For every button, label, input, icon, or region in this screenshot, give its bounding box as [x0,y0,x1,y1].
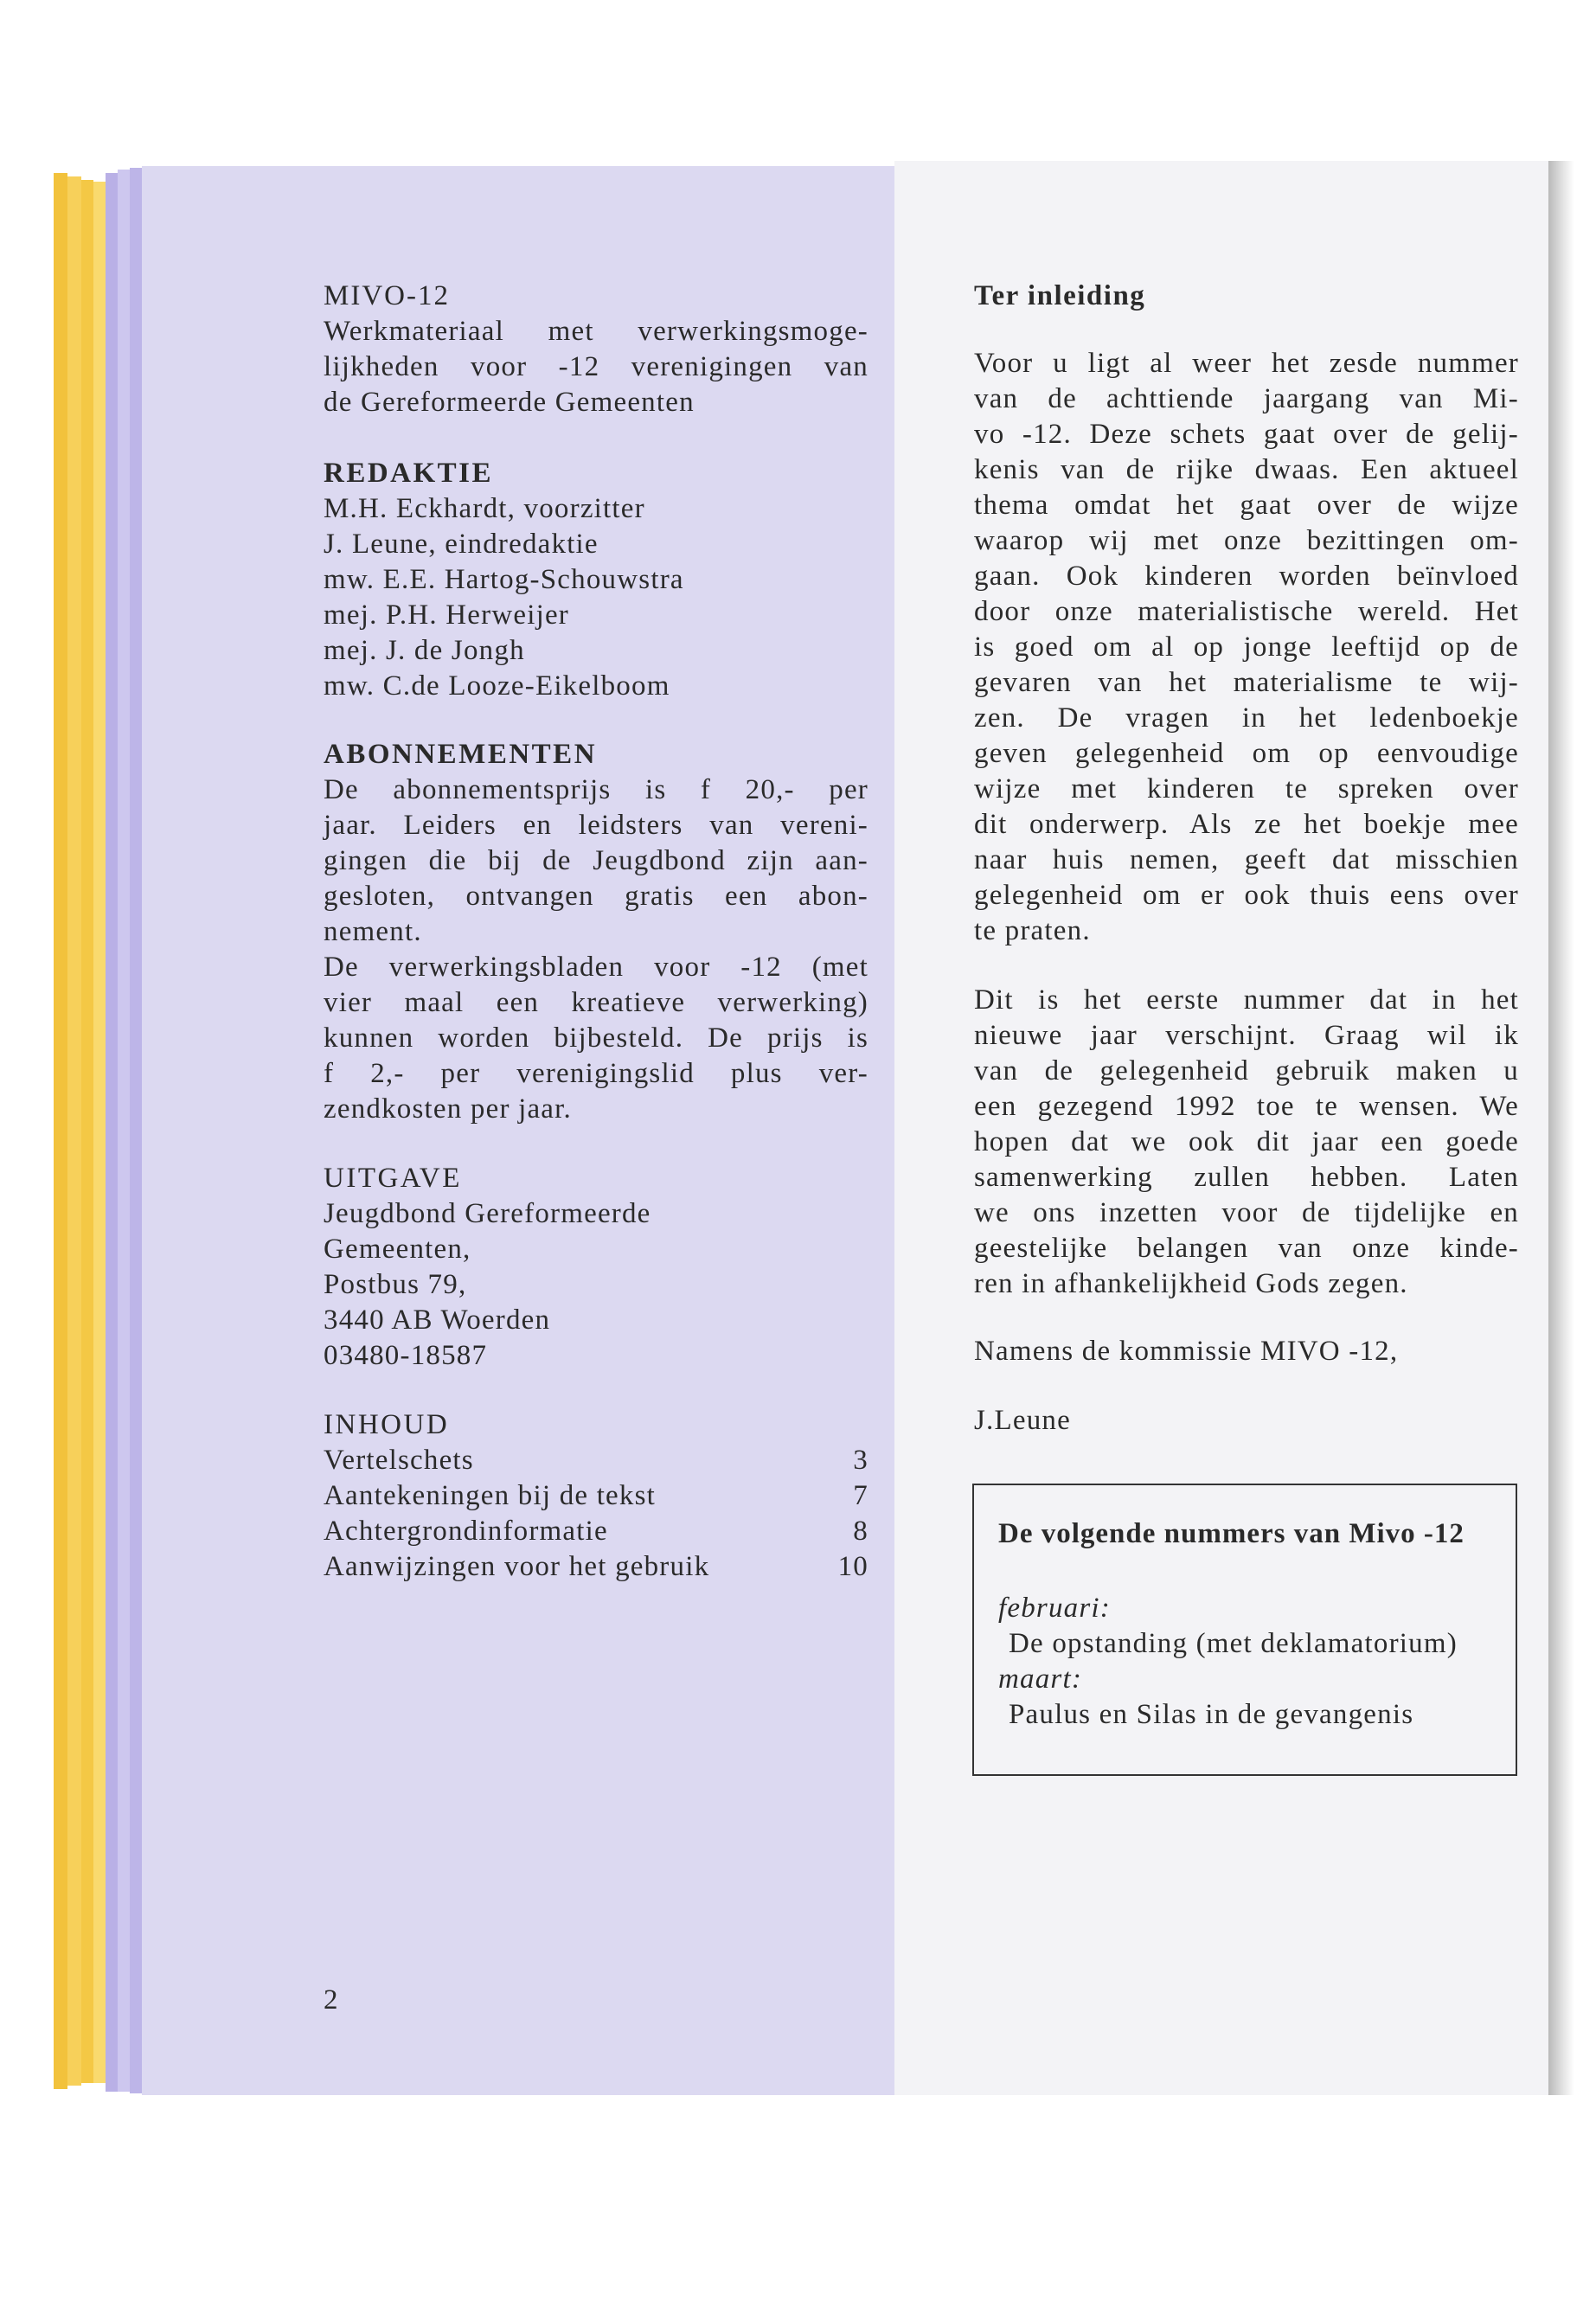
page-shadow [1548,161,1574,2095]
masthead-line: Werkmateriaal met verwerkingsmoge- [324,316,869,347]
toc-page: 10 [837,1551,869,1582]
paragraph-line: door onze materialistische wereld. Het [974,596,1519,627]
uitgave-line: Jeugdbond Gereformeerde [324,1198,651,1229]
abonnementen-line: gingen die bij de Jeugdbond zijn aan- [324,845,869,876]
paragraph-line: kenis van de rijke dwaas. Een aktueel [974,454,1519,485]
inhoud-heading: INHOUD [324,1409,450,1440]
uitgave-line: Gemeenten, [324,1234,471,1265]
abonnementen-line: f 2,- per verenigingslid plus ver- [324,1058,869,1089]
upcoming-title: De opstanding (met deklamatorium) [1009,1628,1458,1659]
paragraph-line: samenwerking zullen hebben. Laten [974,1162,1519,1193]
upcoming-issues-title: De volgende nummers van Mivo -12 [998,1518,1465,1549]
redaktie-heading: REDAKTIE [324,458,494,489]
redaktie-member: mej. J. de Jongh [324,635,525,666]
page-edge [130,168,142,2093]
toc-page: 8 [853,1516,869,1547]
paragraph-line: wijze met kinderen te spreken over [974,773,1519,804]
abonnementen-line: vier maal een kreatieve verwerking) [324,987,869,1018]
toc-label: Aanwijzingen voor het gebruik [324,1551,710,1582]
masthead-line: de Gereformeerde Gemeenten [324,387,695,418]
uitgave-line: 3440 AB Woerden [324,1304,551,1336]
toc-row [324,1443,869,1478]
toc-row [324,1514,869,1549]
paragraph-line: waarop wij met onze bezittingen om- [974,525,1519,556]
abonnementen-line: nement. [324,916,422,947]
page-edge [67,176,81,2086]
paragraph-line: we ons inzetten voor de tijdelijke en [974,1197,1519,1228]
toc-row [324,1478,869,1514]
paragraph-line: Dit is het eerste nummer dat in het [974,984,1519,1016]
paragraph-line: ren in afhankelijkheid Gods zegen. [974,1268,1408,1299]
masthead-title: MIVO-12 [324,280,450,311]
abonnementen-heading: ABONNEMENTEN [324,739,598,770]
inleiding-heading: Ter inleiding [974,280,1146,311]
upcoming-month: februari: [998,1593,1111,1624]
page-number: 2 [324,1984,339,2016]
toc-label: Vertelschets [324,1445,474,1476]
uitgave-heading: UITGAVE [324,1163,462,1194]
redaktie-member: mw. C.de Looze-Eikelboom [324,670,670,702]
masthead-line: lijkheden voor -12 verenigingen van [324,351,869,382]
abonnementen-line: jaar. Leiders en leidsters van vereni- [324,810,869,841]
paragraph-line: thema omdat het gaat over de wijze [974,490,1519,521]
paragraph-line: geestelijke belangen van onze kinde- [974,1233,1519,1264]
toc-row [324,1549,869,1585]
toc-page: 7 [853,1480,869,1511]
toc-label: Achtergrondinformatie [324,1516,608,1547]
abonnementen-line: gesloten, ontvangen gratis een abon- [324,881,869,912]
upcoming-title: Paulus en Silas in de gevangenis [1009,1699,1414,1730]
paragraph-line: hopen dat we ook dit jaar een goede [974,1126,1519,1157]
page-edge [106,173,118,2092]
paragraph-line: geven gelegenheid om op eenvoudige [974,738,1519,769]
paragraph-line: is goed om al op jonge leeftijd op de [974,631,1519,663]
page-edge [118,170,130,2092]
abonnementen-line: De verwerkingsbladen voor -12 (met [324,952,869,983]
toc-page: 3 [853,1445,869,1476]
paragraph-line: gaan. Ook kinderen worden beïnvloed [974,561,1519,592]
toc-label: Aantekeningen bij de tekst [324,1480,657,1511]
paragraph-line: nieuwe jaar verschijnt. Graag wil ik [974,1020,1519,1051]
paragraph-line: gevaren van het materialisme te wij- [974,667,1519,698]
paragraph-line: van de achttiende jaargang van Mi- [974,383,1519,414]
paragraph-line: een gezegend 1992 toe te wensen. We [974,1091,1519,1122]
redaktie-member: J. Leune, eindredaktie [324,529,599,560]
abonnementen-line: kunnen worden bijbesteld. De prijs is [324,1022,869,1054]
paragraph-line: vo -12. Deze schets gaat over de gelij- [974,419,1519,450]
signature: J.Leune [974,1405,1071,1436]
redaktie-member: mw. E.E. Hartog-Schouwstra [324,564,684,595]
paragraph-line: gelegenheid om er ook thuis eens over [974,880,1519,911]
upcoming-issues-box [972,1484,1517,1776]
redaktie-member: M.H. Eckhardt, voorzitter [324,493,645,524]
page-edge [54,173,67,2089]
paragraph-line: te praten. [974,915,1091,946]
uitgave-line: Postbus 79, [324,1269,467,1300]
paragraph-line: zen. De vragen in het ledenboekje [974,702,1519,734]
paragraph-line: naar huis nemen, geeft dat misschien [974,844,1519,875]
paragraph-line: Voor u ligt al weer het zesde nummer [974,348,1519,379]
abonnementen-line: De abonnementsprijs is f 20,- per [324,774,869,805]
paragraph-line: dit onderwerp. Als ze het boekje mee [974,809,1519,840]
upcoming-month: maart: [998,1663,1083,1695]
closing-line: Namens de kommissie MIVO -12, [974,1336,1399,1367]
page-edge [93,182,106,2083]
left-page [142,166,894,2095]
abonnementen-line: zendkosten per jaar. [324,1093,572,1125]
redaktie-member: mej. P.H. Herweijer [324,599,569,631]
page-edge [81,180,93,2083]
uitgave-line: 03480-18587 [324,1340,488,1371]
paragraph-line: van de gelegenheid gebruik maken u [974,1055,1519,1086]
